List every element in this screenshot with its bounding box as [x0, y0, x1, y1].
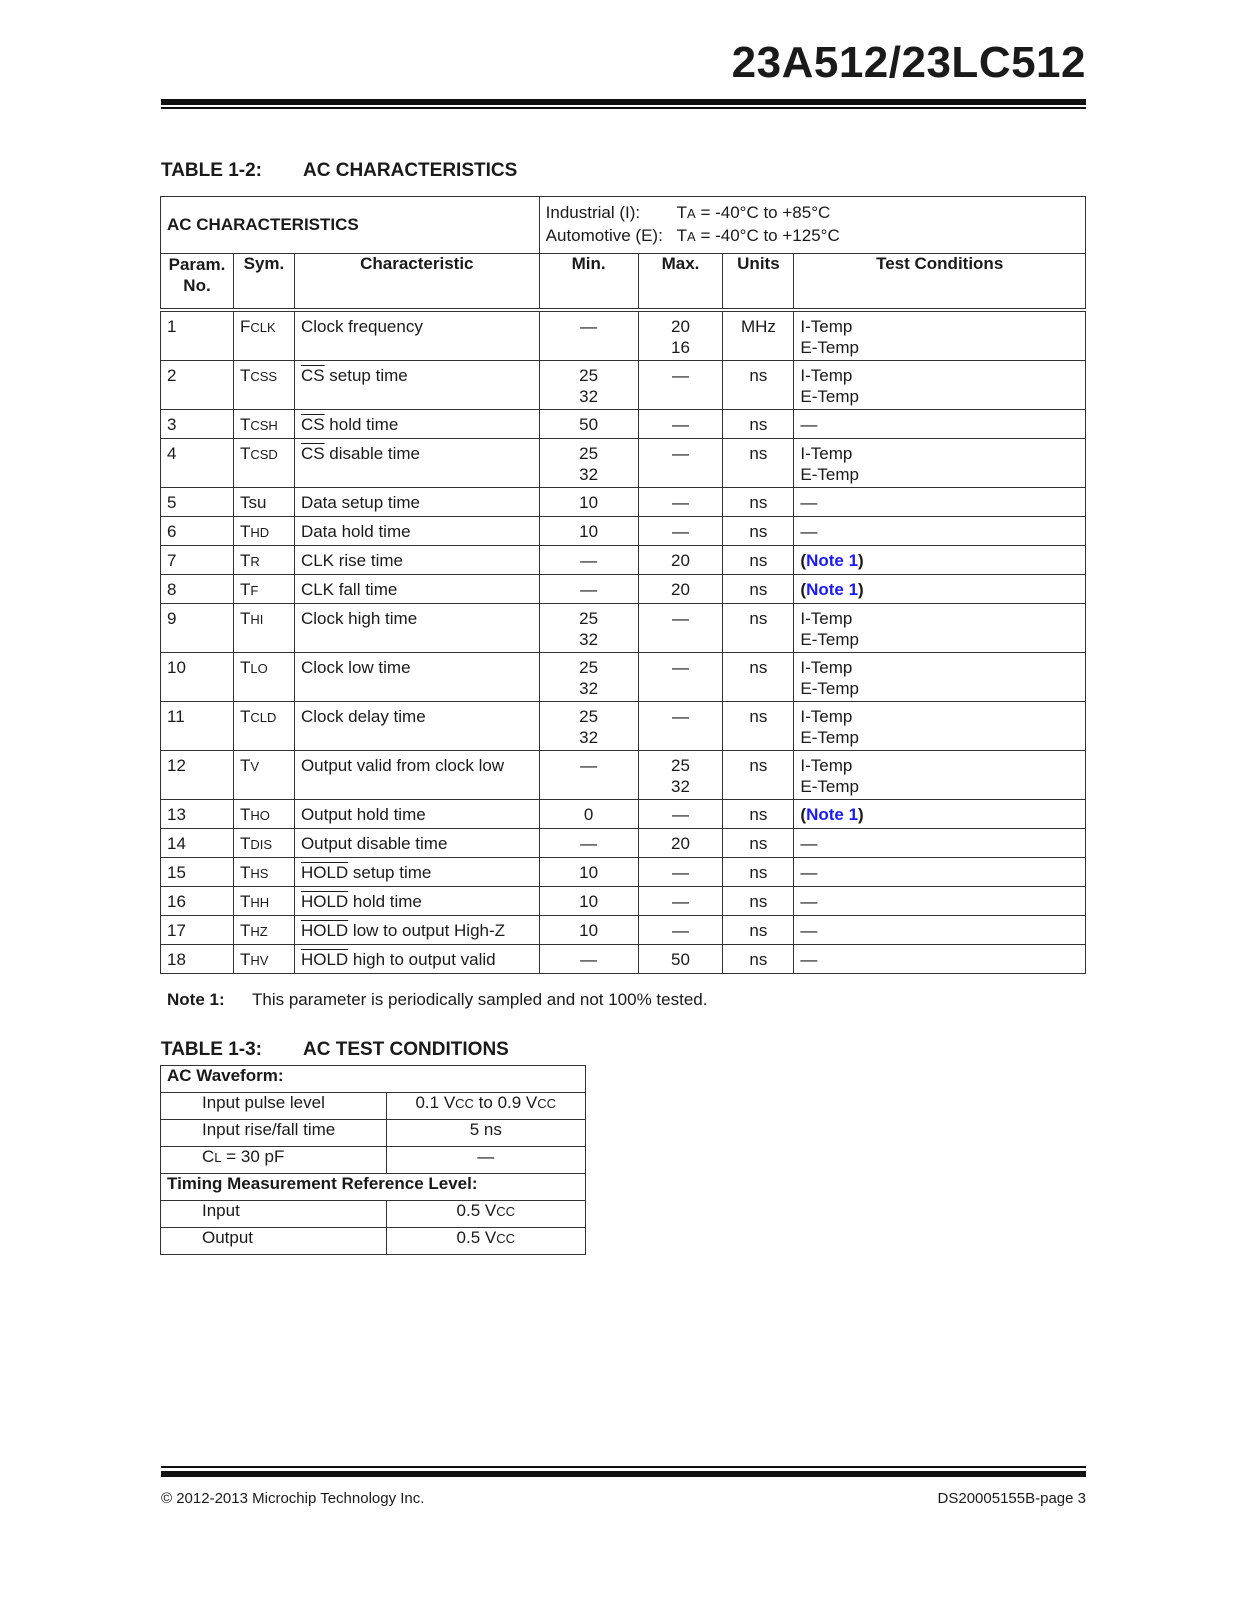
- table-row: [161, 829, 1086, 858]
- col-min: Min.: [539, 254, 638, 311]
- max-cell: —: [638, 488, 723, 517]
- units-cell: ns: [723, 546, 794, 575]
- note-1-link[interactable]: Note 1: [806, 805, 859, 824]
- symbol-cell: TCSS: [233, 361, 294, 410]
- test-conditions-cell: (Note 1): [794, 800, 1086, 829]
- table-row: [161, 604, 1086, 653]
- param-no-cell: 4: [161, 439, 234, 488]
- col-param-no: Param. No.: [161, 254, 234, 311]
- units-cell: ns: [723, 361, 794, 410]
- test-conditions-cell: —: [794, 488, 1086, 517]
- test-conditions-cell: I-Temp E-Temp: [794, 653, 1086, 702]
- ac-characteristics-label: AC CHARACTERISTICS: [161, 197, 540, 254]
- tc-label: CL = 30 pF: [161, 1147, 387, 1174]
- symbol-cell: TCSD: [233, 439, 294, 488]
- tc-value: 5 ns: [386, 1120, 585, 1147]
- min-cell: 50: [539, 410, 638, 439]
- tc-row: [161, 1201, 586, 1228]
- characteristic-cell: HOLD high to output valid: [294, 945, 539, 974]
- footer-rule-thin: [161, 1466, 1086, 1468]
- tc-value: 0.5 VCC: [386, 1228, 585, 1255]
- units-cell: ns: [723, 829, 794, 858]
- header-rule: [161, 99, 1086, 105]
- test-conditions-cell: I-Temp E-Temp: [794, 361, 1086, 410]
- table-note: [167, 990, 707, 1010]
- param-no-cell: 1: [161, 310, 234, 361]
- symbol-cell: TR: [233, 546, 294, 575]
- param-no-cell: 17: [161, 916, 234, 945]
- characteristic-cell: $\overline{CS}$ setup time: [294, 361, 539, 410]
- min-cell: 0: [539, 800, 638, 829]
- max-cell: —: [638, 887, 723, 916]
- table-row: [161, 575, 1086, 604]
- characteristic-cell: Data setup time: [294, 488, 539, 517]
- tc-row: [161, 1120, 586, 1147]
- units-cell: ns: [723, 653, 794, 702]
- characteristic-cell: HOLD low to output High-Z: [294, 916, 539, 945]
- test-conditions-cell: I-Temp E-Temp: [794, 604, 1086, 653]
- footer-copyright: © 2012-2013 Microchip Technology Inc.: [161, 1490, 425, 1507]
- characteristic-cell: Clock frequency: [294, 310, 539, 361]
- max-cell: —: [638, 604, 723, 653]
- table-row: [161, 439, 1086, 488]
- min-cell: 25 32: [539, 439, 638, 488]
- column-header-row: [161, 254, 1086, 311]
- symbol-cell: TV: [233, 751, 294, 800]
- characteristic-cell: CLK rise time: [294, 546, 539, 575]
- timing-header: Timing Measurement Reference Level:: [161, 1174, 586, 1201]
- characteristic-cell: Output hold time: [294, 800, 539, 829]
- characteristic-cell: HOLD hold time: [294, 887, 539, 916]
- table-row: [161, 310, 1086, 361]
- min-cell: 10: [539, 517, 638, 546]
- max-cell: 25 32: [638, 751, 723, 800]
- max-cell: 20: [638, 546, 723, 575]
- max-cell: —: [638, 916, 723, 945]
- units-cell: ns: [723, 916, 794, 945]
- characteristic-cell: Clock delay time: [294, 702, 539, 751]
- symbol-cell: TCSH: [233, 410, 294, 439]
- max-cell: —: [638, 439, 723, 488]
- test-conditions-cell: —: [794, 945, 1086, 974]
- symbol-cell: TF: [233, 575, 294, 604]
- units-cell: ns: [723, 751, 794, 800]
- symbol-cell: THD: [233, 517, 294, 546]
- waveform-header-row: [161, 1066, 586, 1093]
- param-no-cell: 11: [161, 702, 234, 751]
- tc-row: [161, 1147, 586, 1174]
- temperature-conditions: [539, 197, 1085, 254]
- max-cell: —: [638, 517, 723, 546]
- note-label: Note 1:: [167, 990, 225, 1009]
- tc-value: 0.1 VCC to 0.9 VCC: [386, 1093, 585, 1120]
- table-1-2-caption: [161, 160, 517, 182]
- units-cell: ns: [723, 887, 794, 916]
- param-no-cell: 5: [161, 488, 234, 517]
- table-row: [161, 702, 1086, 751]
- tc-row: [161, 1228, 586, 1255]
- units-cell: ns: [723, 858, 794, 887]
- table-row: [161, 517, 1086, 546]
- note-1-link[interactable]: Note 1: [806, 551, 859, 570]
- symbol-cell: THO: [233, 800, 294, 829]
- table-row: [161, 546, 1086, 575]
- tc-label: Input rise/fall time: [161, 1120, 387, 1147]
- max-cell: —: [638, 410, 723, 439]
- table-row: [161, 361, 1086, 410]
- symbol-cell: THI: [233, 604, 294, 653]
- characteristic-cell: Clock high time: [294, 604, 539, 653]
- max-cell: —: [638, 800, 723, 829]
- condition-automotive: Automotive (E): TA = -40°C to +125°C: [545, 226, 840, 245]
- test-conditions-cell: —: [794, 858, 1086, 887]
- max-cell: —: [638, 858, 723, 887]
- test-conditions-cell: —: [794, 829, 1086, 858]
- ac-test-conditions-table: [160, 1065, 586, 1255]
- footer-rule: [161, 1471, 1086, 1477]
- test-conditions-cell: —: [794, 517, 1086, 546]
- header-rule-thin: [161, 107, 1086, 109]
- param-no-cell: 8: [161, 575, 234, 604]
- min-cell: —: [539, 829, 638, 858]
- characteristic-cell: Data hold time: [294, 517, 539, 546]
- min-cell: 25 32: [539, 604, 638, 653]
- test-conditions-cell: (Note 1): [794, 575, 1086, 604]
- symbol-cell: THS: [233, 858, 294, 887]
- param-no-cell: 9: [161, 604, 234, 653]
- min-cell: 25 32: [539, 361, 638, 410]
- min-cell: —: [539, 945, 638, 974]
- symbol-cell: TDIS: [233, 829, 294, 858]
- min-cell: 25 32: [539, 702, 638, 751]
- max-cell: —: [638, 702, 723, 751]
- min-cell: —: [539, 546, 638, 575]
- tc-label: Output: [161, 1228, 387, 1255]
- max-cell: —: [638, 653, 723, 702]
- table-row: [161, 488, 1086, 517]
- test-conditions-cell: I-Temp E-Temp: [794, 310, 1086, 361]
- test-conditions-cell: —: [794, 410, 1086, 439]
- min-cell: 10: [539, 858, 638, 887]
- param-no-cell: 15: [161, 858, 234, 887]
- param-no-cell: 7: [161, 546, 234, 575]
- tc-row: [161, 1093, 586, 1120]
- units-cell: ns: [723, 945, 794, 974]
- param-no-cell: 13: [161, 800, 234, 829]
- min-cell: —: [539, 310, 638, 361]
- table-1-2-number: TABLE 1-2:: [161, 160, 262, 181]
- test-conditions-cell: I-Temp E-Temp: [794, 751, 1086, 800]
- symbol-cell: THZ: [233, 916, 294, 945]
- characteristic-cell: CLK fall time: [294, 575, 539, 604]
- table-row: [161, 751, 1086, 800]
- min-cell: 25 32: [539, 653, 638, 702]
- note-1-link[interactable]: Note 1: [806, 580, 859, 599]
- table-row: [161, 887, 1086, 916]
- min-cell: 10: [539, 916, 638, 945]
- table-1-3-title: AC TEST CONDITIONS: [303, 1039, 509, 1060]
- note-body: This parameter is periodically sampled and not 100% tested.: [252, 990, 708, 1009]
- test-conditions-cell: I-Temp E-Temp: [794, 439, 1086, 488]
- table-1-3-number: TABLE 1-3:: [161, 1039, 262, 1060]
- max-cell: 50: [638, 945, 723, 974]
- test-conditions-cell: (Note 1): [794, 546, 1086, 575]
- param-no-cell: 3: [161, 410, 234, 439]
- characteristic-cell: $\overline{CS}$ disable time: [294, 439, 539, 488]
- units-cell: ns: [723, 702, 794, 751]
- symbol-cell: Tsu: [233, 488, 294, 517]
- test-conditions-cell: —: [794, 916, 1086, 945]
- ac-characteristics-table: [160, 196, 1086, 974]
- table-row: [161, 410, 1086, 439]
- characteristic-cell: Clock low time: [294, 653, 539, 702]
- max-cell: 20: [638, 575, 723, 604]
- table-row: [161, 945, 1086, 974]
- col-units: Units: [723, 254, 794, 311]
- symbol-cell: TCLD: [233, 702, 294, 751]
- test-conditions-cell: —: [794, 887, 1086, 916]
- col-characteristic: Characteristic: [294, 254, 539, 311]
- document-title: 23A512/23LC512: [731, 38, 1086, 87]
- footer-page-number: DS20005155B-page 3: [937, 1490, 1086, 1507]
- param-no-cell: 16: [161, 887, 234, 916]
- units-cell: ns: [723, 604, 794, 653]
- col-max: Max.: [638, 254, 723, 311]
- units-cell: ns: [723, 800, 794, 829]
- timing-header-row: [161, 1174, 586, 1201]
- table-row: [161, 916, 1086, 945]
- characteristic-cell: $\overline{CS}$ hold time: [294, 410, 539, 439]
- table-row: [161, 858, 1086, 887]
- param-no-cell: 6: [161, 517, 234, 546]
- min-cell: 10: [539, 887, 638, 916]
- characteristic-cell: Output disable time: [294, 829, 539, 858]
- characteristic-cell: Output valid from clock low: [294, 751, 539, 800]
- table-1-3-caption: [161, 1039, 509, 1061]
- units-cell: ns: [723, 439, 794, 488]
- tc-label: Input pulse level: [161, 1093, 387, 1120]
- units-cell: MHz: [723, 310, 794, 361]
- max-cell: —: [638, 361, 723, 410]
- param-no-cell: 12: [161, 751, 234, 800]
- symbol-cell: THV: [233, 945, 294, 974]
- units-cell: ns: [723, 488, 794, 517]
- tc-value: 0.5 VCC: [386, 1201, 585, 1228]
- symbol-cell: THH: [233, 887, 294, 916]
- table-header-conditions-row: [161, 197, 1086, 254]
- min-cell: —: [539, 575, 638, 604]
- table-1-2-title: AC CHARACTERISTICS: [303, 160, 518, 181]
- param-no-cell: 2: [161, 361, 234, 410]
- ac-rows: [161, 310, 1086, 974]
- col-sym: Sym.: [233, 254, 294, 311]
- condition-industrial: Industrial (I): TA = -40°C to +85°C: [545, 203, 831, 222]
- waveform-header: AC Waveform:: [161, 1066, 586, 1093]
- min-cell: 10: [539, 488, 638, 517]
- tc-value: —: [386, 1147, 585, 1174]
- max-cell: 20 16: [638, 310, 723, 361]
- param-no-cell: 18: [161, 945, 234, 974]
- units-cell: ns: [723, 517, 794, 546]
- min-cell: —: [539, 751, 638, 800]
- param-no-cell: 10: [161, 653, 234, 702]
- col-test-conditions: Test Conditions: [794, 254, 1086, 311]
- table-row: [161, 653, 1086, 702]
- characteristic-cell: HOLD setup time: [294, 858, 539, 887]
- max-cell: 20: [638, 829, 723, 858]
- units-cell: ns: [723, 410, 794, 439]
- param-no-cell: 14: [161, 829, 234, 858]
- symbol-cell: TLO: [233, 653, 294, 702]
- units-cell: ns: [723, 575, 794, 604]
- tc-label: Input: [161, 1201, 387, 1228]
- table-row: [161, 800, 1086, 829]
- symbol-cell: FCLK: [233, 310, 294, 361]
- test-conditions-cell: I-Temp E-Temp: [794, 702, 1086, 751]
